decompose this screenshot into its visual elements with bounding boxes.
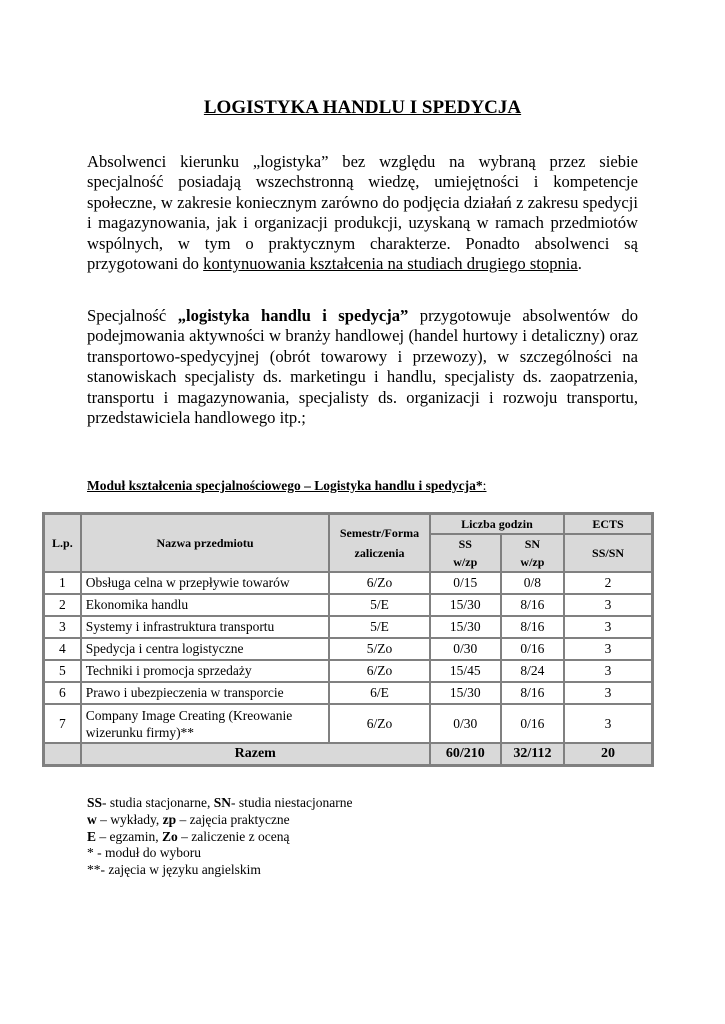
legend-abbr: Zo: [162, 828, 178, 844]
cell-name: Prawo i ubezpieczenia w transporcie: [81, 682, 330, 704]
cell-ects: 3: [564, 594, 652, 616]
cell-lp: 5: [44, 660, 81, 682]
table-row: [44, 682, 652, 704]
cell-ss: 15/45: [430, 660, 501, 682]
intro-underlined-text: kontynuowania kształcenia na studiach drugiego stopnia: [203, 254, 578, 274]
cell-sn: 0/16: [501, 704, 564, 743]
cell-ss: 0/30: [430, 638, 501, 660]
intro-paragraph: [87, 152, 638, 274]
legend-text: * - moduł do wyboru: [87, 845, 201, 861]
cell-sn: 8/16: [501, 594, 564, 616]
cell-name: Obsługa celna w przepływie towarów: [81, 572, 330, 594]
cell-lp: 1: [44, 572, 81, 594]
legend-text: **- zajęcia w języku angielskim: [87, 862, 261, 878]
specialization-prefix: Specjalność: [87, 306, 178, 325]
cell-name: Systemy i infrastruktura transportu: [81, 616, 330, 638]
total-sn: 32/112: [501, 743, 564, 765]
cell-semester: 6/E: [329, 682, 429, 704]
module-heading: [87, 478, 486, 494]
legend-abbr: w: [87, 811, 97, 827]
legend-line: [87, 795, 352, 812]
legend-text: – egzamin,: [96, 828, 162, 844]
header-ss-sub: w/zp: [453, 555, 478, 569]
legend-line: [87, 862, 352, 879]
legend-line: [87, 829, 352, 846]
header-sn: [501, 534, 564, 572]
header-hours: Liczba godzin: [430, 514, 564, 534]
cell-sn: 8/16: [501, 682, 564, 704]
cell-lp: 4: [44, 638, 81, 660]
intro-text-end: .: [577, 254, 582, 274]
cell-semester: 5/E: [329, 594, 429, 616]
cell-ss: 15/30: [430, 616, 501, 638]
cell-lp: 7: [44, 704, 81, 743]
legend-abbr: zp: [162, 811, 177, 827]
cell-lp: 2: [44, 594, 81, 616]
specialization-paragraph: [87, 306, 638, 428]
cell-ss: 15/30: [430, 594, 501, 616]
total-lp-empty: [44, 743, 81, 765]
header-name: Nazwa przedmiotu: [81, 514, 330, 572]
total-label: Razem: [81, 743, 430, 765]
cell-sn: 8/16: [501, 616, 564, 638]
header-ss-label: SS: [458, 537, 472, 551]
table-row: [44, 638, 652, 660]
legend-abbr: SS: [87, 795, 103, 810]
header-lp: L.p.: [44, 514, 81, 572]
cell-lp: 3: [44, 616, 81, 638]
intro-text: Absolwenci kierunku „logistyka” bez względu na wybraną przez siebie specjalność posiadają wszechstronną wiedzę, umiejętności i kompetencje społeczne, w zakresie koniecznym zarówno do podjęcia działań z zakresu spedycji i magazynowania, jak i organizacji produkcji, uzyskaną w ramach przedmiotów wspólnych, w tym o praktycznym charakterze. Ponadto absolwenci są przygotowani do: [87, 152, 638, 274]
cell-ss: 0/15: [430, 572, 501, 594]
legend-abbr: SN: [213, 795, 232, 810]
cell-sn: 0/16: [501, 638, 564, 660]
cell-ects: 3: [564, 616, 652, 638]
cell-ects: 3: [564, 704, 652, 743]
legend-text: – zajęcia praktyczne: [176, 811, 290, 827]
course-table: [42, 512, 654, 767]
table-row: [44, 704, 652, 743]
cell-name: Techniki i promocja sprzedaży: [81, 660, 330, 682]
total-ss: 60/210: [430, 743, 501, 765]
header-ects: ECTS: [564, 514, 652, 534]
header-sn-label: SN: [524, 537, 541, 551]
cell-ss: 15/30: [430, 682, 501, 704]
table-row: [44, 616, 652, 638]
table-row: [44, 660, 652, 682]
legend-abbr: E: [87, 828, 97, 844]
table-row: [44, 572, 652, 594]
legend-text: – wykłady,: [96, 811, 163, 827]
specialization-name: „logistyka handlu i spedycja”: [177, 306, 409, 325]
cell-ects: 3: [564, 682, 652, 704]
page-title: LOGISTYKA HANDLU I SPEDYCJA: [203, 97, 522, 118]
cell-name: Company Image Creating (Kreowanie wizerunku firmy)**: [81, 704, 330, 743]
module-heading-text: Moduł kształcenia specjalnościowego – Logistyka handlu i spedycja*: [87, 478, 483, 493]
cell-semester: 6/Zo: [329, 660, 429, 682]
cell-sn: 8/24: [501, 660, 564, 682]
cell-lp: 6: [44, 682, 81, 704]
legend-text: - studia stacjonarne,: [102, 795, 214, 810]
legend-line: [87, 845, 352, 862]
cell-semester: 5/E: [329, 616, 429, 638]
cell-ss: 0/30: [430, 704, 501, 743]
table-row: [44, 594, 652, 616]
cell-ects: 3: [564, 660, 652, 682]
specialization-description: przygotowuje absolwentów do podejmowania aktywności w branży handlowej (handel hurtowy i detaliczny) oraz transportowo-spedycyjnej (obrót towarowy i przewozy), w szczególności na stanowiskach specjalisty ds. marketingu i handlu, specjalisty ds. zaopatrzenia, transportu i magazynowania, specjalisty ds. organizacji i rozwoju transportu, przedstawiciela handlowego itp.;: [87, 306, 639, 428]
legend-text: – zaliczenie z oceną: [177, 828, 290, 844]
total-row: [44, 743, 652, 765]
header-sn-sub: w/zp: [520, 555, 545, 569]
cell-ects: 2: [564, 572, 652, 594]
header-semester: Semestr/Forma zaliczenia: [329, 514, 429, 572]
header-ss: [430, 534, 501, 572]
legend-text: - studia niestacjonarne: [231, 795, 353, 810]
cell-name: Spedycja i centra logistyczne: [81, 638, 330, 660]
cell-semester: 6/Zo: [329, 704, 429, 743]
total-ects: 20: [564, 743, 652, 765]
header-ects-sub: SS/SN: [564, 534, 652, 572]
cell-sn: 0/8: [501, 572, 564, 594]
cell-ects: 3: [564, 638, 652, 660]
legend-line: [87, 812, 352, 829]
cell-semester: 5/Zo: [329, 638, 429, 660]
cell-semester: 6/Zo: [329, 572, 429, 594]
cell-name: Ekonomika handlu: [81, 594, 330, 616]
legend: [87, 795, 352, 879]
module-heading-colon: :: [482, 478, 487, 493]
